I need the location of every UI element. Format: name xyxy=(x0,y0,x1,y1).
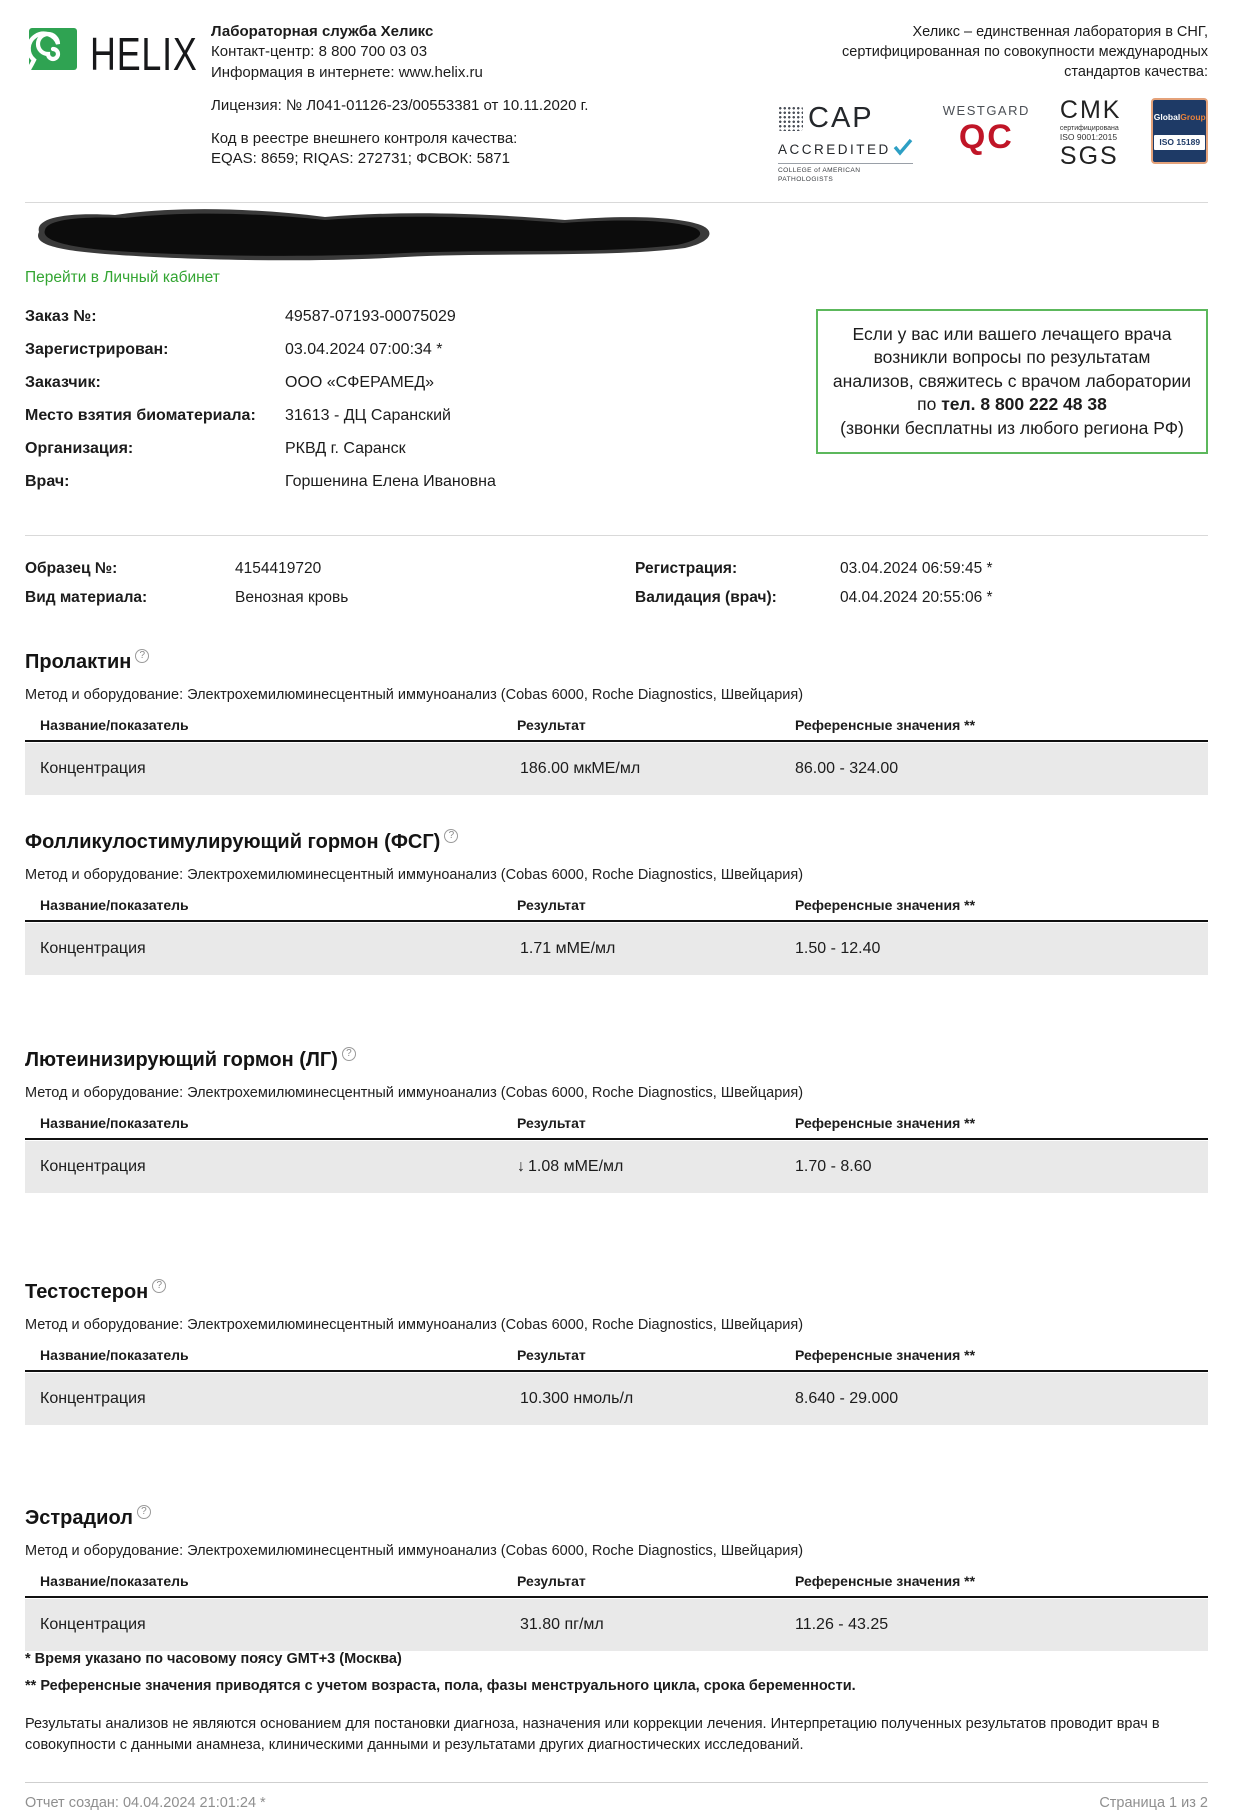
column-reference: Референсные значения ** xyxy=(795,1114,976,1131)
order-row xyxy=(25,474,496,490)
test-title: Тестостерон xyxy=(25,1280,149,1303)
parameter-name: Концентрация xyxy=(40,939,146,957)
validation-value: 04.04.2024 20:55:06 * xyxy=(840,588,993,606)
test-section-prolactin xyxy=(25,651,1208,795)
order-row xyxy=(25,441,496,457)
cap-college-label: COLLEGE of AMERICAN PATHOLOGISTS xyxy=(778,163,913,184)
lab-name: Лабораторная служба Хеликс xyxy=(211,23,434,40)
column-result: Результат xyxy=(517,1572,586,1589)
order-doctor-value: Горшенина Елена Ивановна xyxy=(285,472,496,490)
order-customer-value: ООО «СФЕРАМЕД» xyxy=(285,373,435,391)
table-header-row xyxy=(25,1115,1208,1140)
parameter-name: Концентрация xyxy=(40,1615,146,1633)
lab-contact-center: Контакт-центр: 8 800 700 03 03 xyxy=(211,43,428,61)
cap-accredited-logo xyxy=(778,98,913,184)
method-line: Метод и оборудование: Электрохемилюминесцентный иммуноанализ (Cobas 6000, Roche Diagnostics, Швейцария) xyxy=(25,1542,804,1559)
column-result: Результат xyxy=(517,716,586,733)
cmk-label: CMK xyxy=(1059,96,1122,124)
iso-15189-label: ISO 15189 xyxy=(1154,135,1205,151)
parameter-name: Концентрация xyxy=(40,1157,146,1175)
result-value: 10.300 нмоль/л xyxy=(520,1389,634,1407)
column-reference: Референсные значения ** xyxy=(795,716,976,733)
bottom-block xyxy=(25,1651,1208,1811)
table-row xyxy=(25,923,1208,975)
column-name: Название/показатель xyxy=(40,716,189,733)
results-table xyxy=(25,1347,1208,1425)
lab-contact-callout xyxy=(816,309,1208,454)
table-header-row xyxy=(25,897,1208,922)
test-title: Эстрадиол xyxy=(25,1506,133,1529)
reference-range: 1.50 - 12.40 xyxy=(795,939,881,957)
test-title: Пролактин xyxy=(25,650,132,673)
results-table xyxy=(25,1573,1208,1651)
test-section-fsh xyxy=(25,831,1208,975)
order-row xyxy=(25,342,496,358)
results-table xyxy=(25,897,1208,975)
reference-range: 86.00 - 324.00 xyxy=(795,759,899,777)
contact-callout-phone: тел. 8 800 222 48 38 xyxy=(941,394,1107,415)
order-section xyxy=(25,309,1208,507)
column-name: Название/показатель xyxy=(40,1114,189,1131)
column-reference: Референсные значения ** xyxy=(795,896,976,913)
order-collection-place-value: 31613 - ДЦ Саранский xyxy=(285,406,451,424)
certification-logos xyxy=(778,98,1208,184)
method-line: Метод и оборудование: Электрохемилюминесцентный иммуноанализ (Cobas 6000, Roche Diagnostics, Швейцария) xyxy=(25,866,804,883)
registration-value: 03.04.2024 06:59:45 * xyxy=(840,559,993,577)
column-reference: Референсные значения ** xyxy=(795,1346,976,1363)
material-type-value: Венозная кровь xyxy=(235,588,349,606)
help-icon[interactable]: ? xyxy=(444,829,458,843)
reference-range: 8.640 - 29.000 xyxy=(795,1389,899,1407)
column-result: Результат xyxy=(517,1114,586,1131)
table-row xyxy=(25,743,1208,795)
order-number-value: 49587-07193-00075029 xyxy=(285,307,456,325)
footnote-timezone: * Время указано по часовому поясу GMT+3 (Москва) xyxy=(25,1650,402,1667)
cap-word: CAP xyxy=(808,102,874,134)
globalgroup-group-label: Group xyxy=(1180,111,1206,122)
order-registered-label: Зарегистрирован: xyxy=(25,340,169,358)
helix-swirl-icon xyxy=(25,26,81,81)
method-line: Метод и оборудование: Электрохемилюминесцентный иммуноанализ (Cobas 6000, Roche Diagnostics, Швейцария) xyxy=(25,1316,804,1333)
results-table xyxy=(25,717,1208,795)
method-line: Метод и оборудование: Электрохемилюминесцентный иммуноанализ (Cobas 6000, Roche Diagnostics, Швейцария) xyxy=(25,1084,804,1101)
reference-range: 11.26 - 43.25 xyxy=(795,1615,889,1633)
cap-accredited-label: ACCREDITED xyxy=(778,141,891,157)
order-doctor-label: Врач: xyxy=(25,472,70,490)
disclaimer-text: Результаты анализов не являются основанием для постановки диагноза, назначения или коррекции лечения. Интерпретацию полученных результатов проводит врач в совокупности с данными анамнеза, клиническими данными и результатами других диагностических исследований. xyxy=(25,1715,1160,1753)
column-result: Результат xyxy=(517,1346,586,1363)
registration-label: Регистрация: xyxy=(635,559,738,577)
quality-register-codes: EQAS: 8659; RIQAS: 272731; ФСВОК: 5871 xyxy=(211,150,510,168)
header-right xyxy=(778,18,1208,184)
test-title: Фолликулостимулирующий гормон (ФСГ) xyxy=(25,830,441,853)
order-row xyxy=(25,408,496,424)
help-icon[interactable]: ? xyxy=(135,649,149,663)
header xyxy=(25,18,1208,184)
section-divider xyxy=(25,535,1208,536)
personal-cabinet-link[interactable]: Перейти в Личный кабинет xyxy=(25,268,220,286)
help-icon[interactable]: ? xyxy=(152,1279,166,1293)
test-section-testosterone xyxy=(25,1281,1208,1425)
result-value: 1.71 мМЕ/мл xyxy=(520,939,616,957)
order-registered-value: 03.04.2024 07:00:34 * xyxy=(285,340,443,358)
column-name: Название/показатель xyxy=(40,896,189,913)
sgs-label: SGS xyxy=(1059,141,1119,170)
order-organization-label: Организация: xyxy=(25,439,134,457)
result-value: 186.00 мкМЕ/мл xyxy=(520,759,641,777)
column-reference: Референсные значения ** xyxy=(795,1572,976,1589)
table-header-row xyxy=(25,1347,1208,1372)
contact-callout-note: (звонки бесплатны из любого региона РФ) xyxy=(840,417,1184,438)
order-row xyxy=(25,375,496,391)
results-table xyxy=(25,1115,1208,1193)
order-number-label: Заказ №: xyxy=(25,307,97,325)
lab-license: Лицензия: № Л041-01126-23/00553381 от 10.11.2020 г. xyxy=(211,96,589,114)
globalgroup-iso-badge xyxy=(1151,98,1208,164)
sample-number-value: 4154419720 xyxy=(235,559,322,577)
helix-logo xyxy=(25,26,211,81)
cap-dots-icon xyxy=(778,106,803,131)
order-row xyxy=(25,309,496,325)
certification-note: Хеликс – единственная лаборатория в СНГ, сертифицированная по совокупности международных стандартов качества: xyxy=(842,24,1208,80)
sample-number-label: Образец №: xyxy=(25,559,118,577)
order-info xyxy=(25,309,496,507)
footnote-reference-values: ** Референсные значения приводятся с учетом возраста, пола, фазы менструального цикла, срока беременности. xyxy=(25,1677,856,1694)
table-header-row xyxy=(25,1573,1208,1598)
westgard-qc-logo xyxy=(943,98,1030,154)
help-icon[interactable]: ? xyxy=(342,1047,356,1061)
footer xyxy=(25,1795,1208,1811)
cmk-iso-label: ISO 9001:2015 xyxy=(1059,132,1118,142)
result-value: 1.08 мМЕ/мл xyxy=(528,1157,624,1175)
header-divider xyxy=(25,202,1208,203)
globalgroup-global-label: Global xyxy=(1153,111,1181,122)
lab-contact-info xyxy=(211,18,611,170)
order-collection-place-label: Место взятия биоматериала: xyxy=(25,406,256,424)
lab-website[interactable]: Информация в интернете: www.helix.ru xyxy=(211,63,483,81)
low-arrow-icon: ↓ xyxy=(517,1157,525,1175)
parameter-name: Концентрация xyxy=(40,759,146,777)
order-organization-value: РКВД г. Саранск xyxy=(285,439,406,457)
validation-label: Валидация (врач): xyxy=(635,588,777,606)
parameter-name: Концентрация xyxy=(40,1389,146,1407)
order-customer-label: Заказчик: xyxy=(25,373,101,391)
column-result: Результат xyxy=(517,896,586,913)
test-section-estradiol xyxy=(25,1507,1208,1651)
table-row xyxy=(25,1599,1208,1651)
cmk-certified-label: сертифицирована xyxy=(1059,125,1119,132)
method-line: Метод и оборудование: Электрохемилюминесцентный иммуноанализ (Cobas 6000, Roche Diagnostics, Швейцария) xyxy=(25,686,804,703)
test-section-lh xyxy=(25,1049,1208,1193)
westgard-qc-label: QC xyxy=(958,117,1014,156)
test-title: Лютеинизирующий гормон (ЛГ) xyxy=(25,1048,338,1071)
column-name: Название/показатель xyxy=(40,1346,189,1363)
page-indicator: Страница 1 из 2 xyxy=(1099,1794,1208,1811)
table-row xyxy=(25,1141,1208,1193)
table-header-row xyxy=(25,717,1208,742)
contact-callout-text: Если у вас или вашего лечащего врача возникли вопросы по результатам анализов, свяжитесь с врачом лаборатории по xyxy=(832,323,1192,415)
helix-wordmark: HELIX xyxy=(90,27,198,80)
help-icon[interactable]: ? xyxy=(137,1505,151,1519)
sample-info xyxy=(25,560,1208,607)
footer-divider xyxy=(25,1782,1208,1783)
patient-name-redaction xyxy=(25,208,1208,267)
cap-check-icon xyxy=(893,139,913,161)
table-row xyxy=(25,1373,1208,1425)
reference-range: 1.70 - 8.60 xyxy=(795,1157,872,1175)
material-type-label: Вид материала: xyxy=(25,588,148,606)
quality-register-label: Код в реестре внешнего контроля качества: xyxy=(211,130,518,147)
result-value: 31.80 пг/мл xyxy=(520,1615,604,1633)
patient-block xyxy=(25,208,1208,287)
westgard-label: WESTGARD xyxy=(942,103,1030,118)
column-name: Название/показатель xyxy=(40,1572,189,1589)
report-created-timestamp: Отчет создан: 04.04.2024 21:01:24 * xyxy=(25,1794,266,1811)
cmk-sgs-logo xyxy=(1060,98,1122,169)
